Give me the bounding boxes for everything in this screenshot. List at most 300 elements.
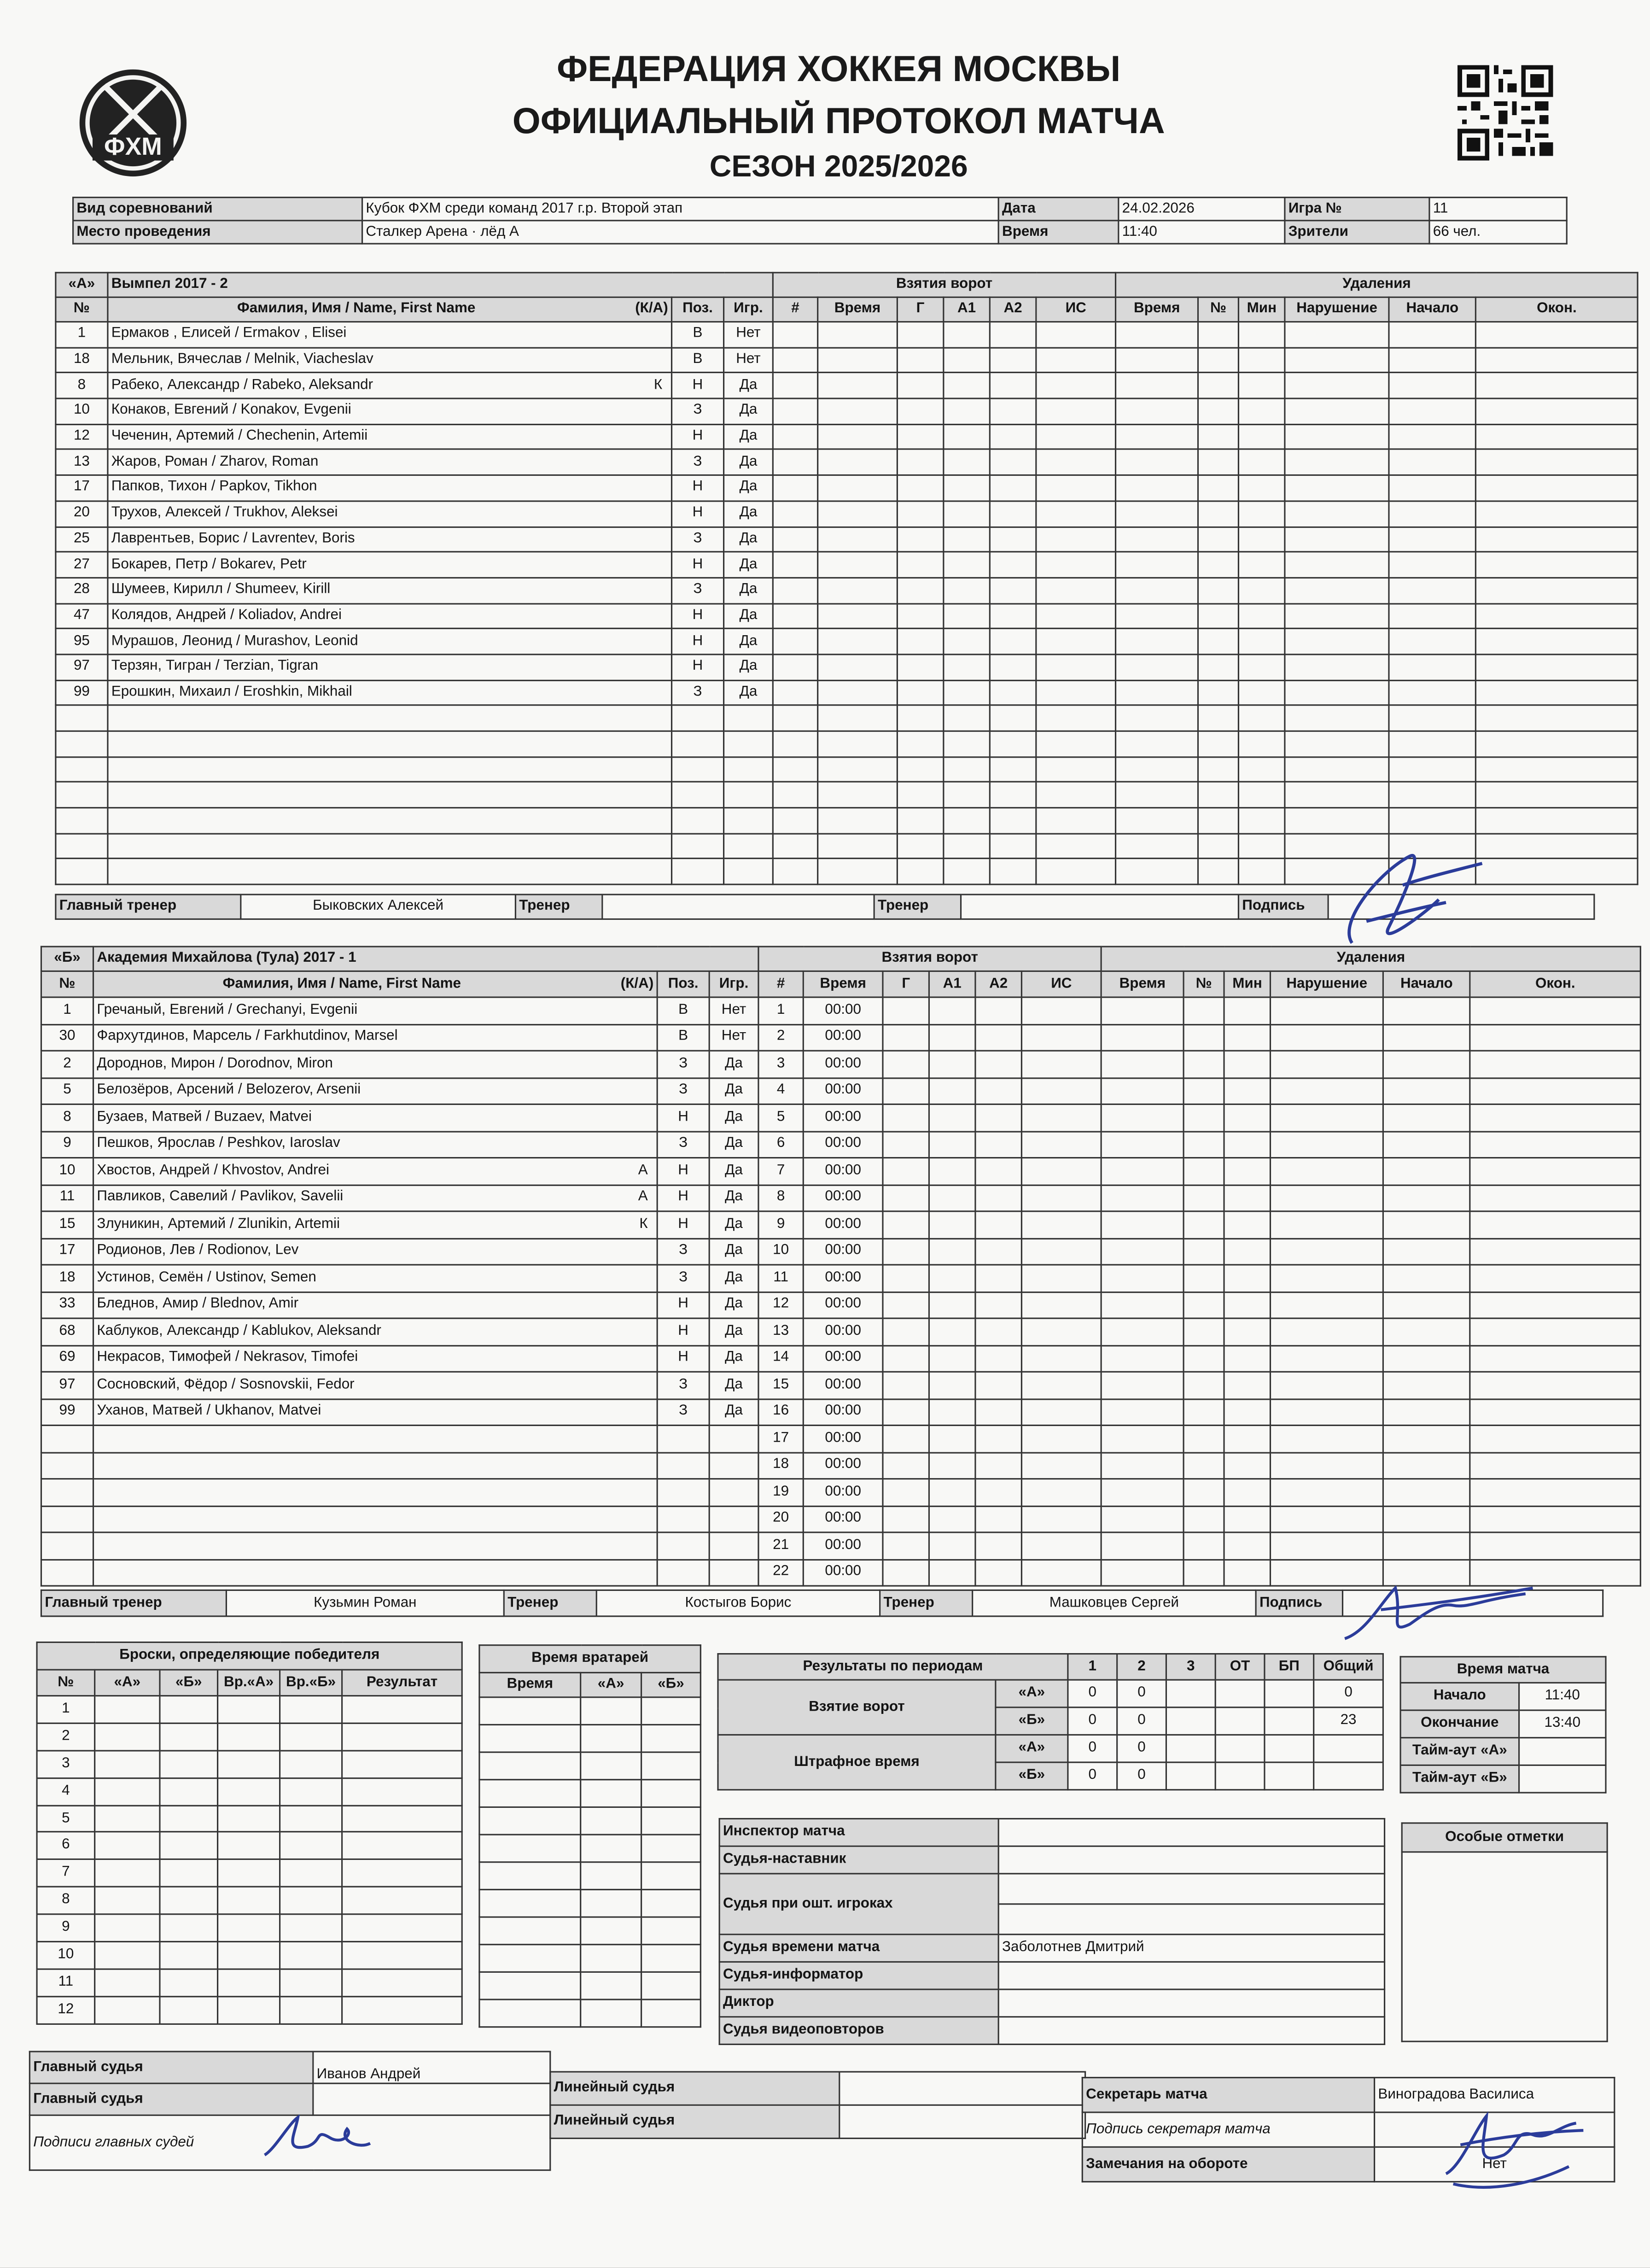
shootout-row-number: 1	[37, 1696, 95, 1723]
team-a-player-row	[56, 475, 1638, 501]
empty-cell	[975, 1345, 1021, 1372]
empty-cell	[1476, 450, 1638, 475]
shootout-row	[37, 1778, 462, 1805]
player-played	[709, 1559, 758, 1586]
empty-cell	[280, 1832, 342, 1859]
goals-a-p2: 0	[1117, 1680, 1166, 1707]
shootout-col-5: Результат	[342, 1670, 462, 1696]
empty-cell	[1198, 731, 1239, 757]
empty-cell	[883, 1211, 929, 1238]
empty-cell	[1036, 398, 1116, 424]
empty-cell	[581, 1835, 641, 1862]
player-position: Н	[672, 629, 724, 655]
team-a-player-row	[56, 578, 1638, 603]
goal-number	[773, 322, 817, 348]
empty-cell	[929, 1077, 975, 1104]
shootout-row	[37, 1696, 462, 1723]
goal-number: 17	[758, 1425, 803, 1452]
team-b-sign-label: Подпись	[1256, 1590, 1342, 1616]
empty-cell	[975, 1452, 1021, 1479]
penalties-title-b: Удаления	[1101, 947, 1640, 971]
empty-cell	[160, 1996, 218, 2023]
empty-cell	[990, 526, 1036, 552]
empty-cell	[581, 1807, 641, 1835]
empty-cell	[641, 1862, 701, 1890]
empty-cell	[95, 1860, 160, 1887]
goal-number: 7	[758, 1158, 803, 1185]
player-name	[93, 1452, 658, 1479]
player-name	[93, 1506, 658, 1532]
shootout-row	[37, 1723, 462, 1750]
player-position: З	[657, 1077, 709, 1104]
team-b-player-row	[41, 1158, 1640, 1185]
player-name	[108, 808, 672, 834]
empty-cell	[990, 501, 1036, 526]
empty-cell	[1271, 1265, 1383, 1292]
empty-cell	[342, 1860, 462, 1887]
announcer-value	[998, 1989, 1384, 2017]
player-position: З	[672, 450, 724, 475]
player-played: Да	[724, 603, 773, 629]
empty-cell	[1383, 1185, 1470, 1211]
empty-cell	[975, 1318, 1021, 1345]
penalties-title: Удаления	[1116, 273, 1638, 297]
empty-cell	[990, 629, 1036, 655]
goal-number: 2	[758, 1024, 803, 1051]
empty-cell	[1285, 731, 1389, 757]
empty-cell	[218, 1750, 280, 1777]
place-label: Место проведения	[73, 221, 362, 244]
goal-number	[773, 347, 817, 373]
goal-time: 00:00	[803, 1131, 883, 1157]
player-number: 47	[56, 603, 108, 629]
col-igr: Игр.	[709, 971, 758, 998]
goals-a-ot	[1215, 1680, 1265, 1707]
empty-cell	[1476, 706, 1638, 731]
player-position: Н	[672, 552, 724, 578]
empty-cell	[1271, 1452, 1383, 1479]
team-b-coach-signature	[1338, 1573, 1540, 1648]
player-position: В	[672, 322, 724, 348]
player-played	[709, 1452, 758, 1479]
empty-cell	[1116, 731, 1198, 757]
goal-time	[818, 347, 898, 373]
empty-cell	[975, 1425, 1021, 1452]
head-ref1-label: Главный судья	[29, 2052, 313, 2083]
team-b-player-row	[41, 1345, 1640, 1372]
empty-cell	[1271, 1158, 1383, 1185]
goal-time: 00:00	[803, 1506, 883, 1532]
goal-time: 00:00	[803, 1211, 883, 1238]
captain-mark: А	[638, 1162, 648, 1179]
empty-cell	[1383, 1452, 1470, 1479]
empty-cell	[1198, 833, 1239, 859]
team-a-player-row	[56, 706, 1638, 731]
empty-cell	[1036, 782, 1116, 808]
empty-cell	[929, 1479, 975, 1506]
empty-cell	[1271, 1211, 1383, 1238]
empty-cell	[218, 1887, 280, 1914]
empty-cell	[883, 1051, 929, 1077]
empty-cell	[944, 450, 990, 475]
shootout-col-1: «А»	[95, 1670, 160, 1696]
player-position	[657, 1559, 709, 1586]
period-col-1: 1	[1068, 1654, 1117, 1680]
empty-cell	[1198, 552, 1239, 578]
empty-cell	[1184, 1452, 1224, 1479]
player-position: З	[657, 1265, 709, 1292]
penalty-judge-label: Судья при ошт. игроках	[719, 1874, 998, 1935]
col-hash: #	[758, 971, 803, 998]
player-played: Да	[709, 1318, 758, 1345]
empty-cell	[975, 1479, 1021, 1506]
empty-cell	[1389, 757, 1475, 783]
federation-title: ФЕДЕРАЦИЯ ХОККЕЯ МОСКВЫ	[557, 49, 1121, 90]
empty-cell	[1224, 1104, 1270, 1131]
empty-cell	[944, 475, 990, 501]
empty-cell	[1285, 526, 1389, 552]
empty-cell	[897, 450, 943, 475]
player-number	[56, 706, 108, 731]
player-name: К Рабеко, Александр / Rabeko, Aleksandr	[108, 373, 672, 399]
player-name: Шумеев, Кирилл / Shumeev, Kirill	[108, 578, 672, 603]
team-a-coach-label: Тренер	[515, 894, 602, 919]
goal-time: 00:00	[803, 1345, 883, 1372]
empty-cell	[1285, 398, 1389, 424]
goalie-row	[479, 1697, 700, 1725]
player-name	[108, 782, 672, 808]
empty-cell	[1470, 1345, 1641, 1372]
empty-cell	[1036, 475, 1116, 501]
empty-cell	[1021, 1211, 1101, 1238]
empty-cell	[1021, 1265, 1101, 1292]
empty-cell	[1224, 1131, 1270, 1157]
player-position: Н	[657, 1158, 709, 1185]
goal-time	[818, 475, 898, 501]
periods-title: Результаты по периодам	[718, 1654, 1068, 1680]
empty-cell	[1285, 578, 1389, 603]
empty-cell	[929, 1452, 975, 1479]
col-end: Окон.	[1470, 971, 1641, 998]
goal-time	[818, 526, 898, 552]
player-position: З	[672, 398, 724, 424]
shootout-row-number: 2	[37, 1723, 95, 1750]
empty-cell	[1239, 655, 1285, 680]
empty-cell	[1239, 603, 1285, 629]
game-value: 11	[1429, 198, 1567, 221]
player-position	[657, 1532, 709, 1559]
empty-cell	[1389, 655, 1475, 680]
empty-cell	[1101, 1506, 1184, 1532]
empty-cell	[1389, 450, 1475, 475]
empty-cell	[95, 1832, 160, 1859]
empty-cell	[1116, 833, 1198, 859]
empty-cell	[1184, 997, 1224, 1024]
empty-cell	[929, 1158, 975, 1185]
empty-cell	[1470, 1131, 1641, 1157]
empty-cell	[479, 1724, 581, 1752]
player-played: Да	[724, 475, 773, 501]
col-pen-time: Время	[1101, 971, 1184, 998]
empty-cell	[1101, 1265, 1184, 1292]
empty-cell	[1224, 1479, 1270, 1506]
empty-cell	[990, 731, 1036, 757]
empty-cell	[1271, 1051, 1383, 1077]
player-name	[108, 833, 672, 859]
player-position	[672, 782, 724, 808]
empty-cell	[280, 1778, 342, 1805]
team-a-player-row	[56, 373, 1638, 399]
empty-cell	[1224, 1024, 1270, 1051]
special-notes-table	[1401, 1822, 1608, 2042]
empty-cell	[1036, 552, 1116, 578]
empty-cell	[1389, 680, 1475, 706]
empty-cell	[1101, 1318, 1184, 1345]
player-name: Конаков, Евгений / Konakov, Evgenii	[108, 398, 672, 424]
player-number	[41, 1479, 93, 1506]
empty-cell	[1271, 1292, 1383, 1318]
goals-a-p3	[1166, 1680, 1215, 1707]
empty-cell	[1021, 1238, 1101, 1265]
shootout-row-number: 4	[37, 1778, 95, 1805]
empty-cell	[1116, 526, 1198, 552]
remarks-value: Нет	[1375, 2147, 1615, 2181]
player-name: Сосновский, Фёдор / Sosnovskii, Fedor	[93, 1372, 658, 1398]
empty-cell	[342, 1941, 462, 1969]
goal-time: 00:00	[803, 1051, 883, 1077]
empty-cell	[1476, 808, 1638, 834]
shootout-row-number: 6	[37, 1832, 95, 1859]
empty-cell	[1239, 757, 1285, 783]
goal-time: 00:00	[803, 1452, 883, 1479]
empty-cell	[897, 373, 943, 399]
empty-cell	[897, 501, 943, 526]
team-b-letter: «Б»	[41, 947, 93, 971]
spectators-label: Зрители	[1285, 221, 1429, 244]
shootout-row-number: 12	[37, 1996, 95, 2023]
goal-time	[818, 833, 898, 859]
empty-cell	[479, 1862, 581, 1890]
empty-cell	[641, 1752, 701, 1780]
empty-cell	[975, 997, 1021, 1024]
empty-cell	[1021, 1185, 1101, 1211]
empty-cell	[1184, 1104, 1224, 1131]
empty-cell	[160, 1778, 218, 1805]
col-is: ИС	[1036, 297, 1116, 321]
player-position: З	[657, 1051, 709, 1077]
empty-cell	[581, 1862, 641, 1890]
empty-cell	[897, 655, 943, 680]
goal-time: 00:00	[803, 1185, 883, 1211]
empty-cell	[1224, 1238, 1270, 1265]
empty-cell	[1198, 757, 1239, 783]
player-number: 18	[41, 1265, 93, 1292]
empty-cell	[1101, 1372, 1184, 1398]
empty-cell	[342, 1914, 462, 1941]
empty-cell	[581, 1889, 641, 1917]
col-a2: А2	[975, 971, 1021, 998]
empty-cell	[975, 1104, 1021, 1131]
empty-cell	[1198, 859, 1239, 885]
team-b-roster-table	[41, 946, 1641, 1587]
empty-cell	[1285, 322, 1389, 348]
col-time: Время	[803, 971, 883, 998]
empty-cell	[1389, 526, 1475, 552]
timeout-a-value	[1519, 1738, 1606, 1765]
player-name: Папков, Тихон / Papkov, Tikhon	[108, 475, 672, 501]
player-played: Нет	[709, 1024, 758, 1051]
empty-cell	[1285, 706, 1389, 731]
empty-cell	[990, 552, 1036, 578]
empty-cell	[897, 731, 943, 757]
empty-cell	[1021, 1506, 1101, 1532]
player-played: Да	[724, 398, 773, 424]
empty-cell	[1476, 578, 1638, 603]
goal-number: 20	[758, 1506, 803, 1532]
timeout-b-label: Тайм-аут «Б»	[1400, 1765, 1519, 1793]
empty-cell	[280, 1750, 342, 1777]
empty-cell	[1470, 1318, 1641, 1345]
goal-time: 00:00	[803, 1532, 883, 1559]
empty-cell	[1476, 552, 1638, 578]
player-played: Да	[724, 578, 773, 603]
empty-cell	[1021, 997, 1101, 1024]
player-number: 9	[41, 1131, 93, 1157]
goal-number	[773, 603, 817, 629]
goalie-row	[479, 1724, 700, 1752]
empty-cell	[479, 1780, 581, 1807]
empty-cell	[883, 1559, 929, 1586]
informer-label: Судья-информатор	[719, 1962, 998, 1989]
goal-number	[773, 808, 817, 834]
player-played	[724, 833, 773, 859]
player-played: Да	[709, 1131, 758, 1157]
goals-b-ot	[1215, 1707, 1265, 1735]
player-played: Да	[724, 526, 773, 552]
empty-cell	[883, 1185, 929, 1211]
team-b-player-row	[41, 1077, 1640, 1104]
player-played: Да	[709, 1372, 758, 1398]
empty-cell	[1383, 1425, 1470, 1452]
empty-cell	[897, 782, 943, 808]
goalie-row	[479, 1752, 700, 1780]
empty-cell	[944, 680, 990, 706]
mentor-label: Судья-наставник	[719, 1846, 998, 1874]
empty-cell	[1036, 655, 1116, 680]
team-b-coach-label: Тренер	[504, 1590, 596, 1616]
shootout-row-number: 5	[37, 1805, 95, 1832]
player-number: 97	[56, 655, 108, 680]
goal-number: 1	[758, 997, 803, 1024]
empty-cell	[342, 1996, 462, 2023]
secretary-sign-label: Подпись секретаря матча	[1082, 2112, 1374, 2147]
empty-cell	[929, 1024, 975, 1051]
player-number	[56, 782, 108, 808]
shootout-row-number: 8	[37, 1887, 95, 1914]
goal-number: 21	[758, 1532, 803, 1559]
empty-cell	[1224, 1318, 1270, 1345]
secretary-value: Виноградова Василиса	[1375, 2078, 1615, 2112]
player-played: Да	[709, 1345, 758, 1372]
shootout-row	[37, 1750, 462, 1777]
empty-cell	[1021, 1559, 1101, 1586]
empty-cell	[1101, 1211, 1184, 1238]
empty-cell	[160, 1696, 218, 1723]
player-position: Н	[657, 1185, 709, 1211]
penalty-judge-value-1	[998, 1874, 1384, 1904]
player-played: Нет	[724, 347, 773, 373]
empty-cell	[1389, 501, 1475, 526]
team-a-player-row	[56, 450, 1638, 475]
empty-cell	[1184, 1238, 1224, 1265]
empty-cell	[1271, 1024, 1383, 1051]
player-played: Да	[724, 552, 773, 578]
player-played: Да	[724, 450, 773, 475]
empty-cell	[1271, 1077, 1383, 1104]
empty-cell	[1285, 501, 1389, 526]
pen-a-p2: 0	[1117, 1735, 1166, 1762]
empty-cell	[160, 1805, 218, 1832]
empty-cell	[1285, 450, 1389, 475]
period-col-total: Общий	[1314, 1654, 1383, 1680]
empty-cell	[1021, 1158, 1101, 1185]
team-a-name: Вымпел 2017 - 2	[108, 273, 773, 297]
ref-sign-label: Подписи главных судей	[29, 2115, 550, 2170]
empty-cell	[342, 1887, 462, 1914]
empty-cell	[1383, 1104, 1470, 1131]
empty-cell	[1476, 731, 1638, 757]
date-value: 24.02.2026	[1119, 198, 1285, 221]
empty-cell	[1383, 1024, 1470, 1051]
goal-number: 6	[758, 1131, 803, 1157]
empty-cell	[95, 1914, 160, 1941]
special-notes-title: Особые отметки	[1402, 1823, 1607, 1852]
empty-cell	[1101, 1238, 1184, 1265]
empty-cell	[1224, 1051, 1270, 1077]
empty-cell	[342, 1750, 462, 1777]
goals-b-total: 23	[1314, 1707, 1383, 1735]
empty-cell	[1116, 424, 1198, 450]
player-position: Н	[672, 373, 724, 399]
player-position	[672, 706, 724, 731]
empty-cell	[1285, 655, 1389, 680]
empty-cell	[1224, 1398, 1270, 1425]
empty-cell	[1198, 655, 1239, 680]
empty-cell	[883, 1372, 929, 1398]
team-b-col-header	[41, 971, 1640, 998]
empty-cell	[897, 859, 943, 885]
player-number: 13	[56, 450, 108, 475]
empty-cell	[1198, 373, 1239, 399]
player-number: 11	[41, 1185, 93, 1211]
player-number: 33	[41, 1292, 93, 1318]
empty-cell	[944, 501, 990, 526]
empty-cell	[929, 1292, 975, 1318]
empty-cell	[1383, 1238, 1470, 1265]
season-title: СЕЗОН 2025/2026	[709, 150, 968, 184]
empty-cell	[1224, 1452, 1270, 1479]
empty-cell	[1389, 552, 1475, 578]
empty-cell	[1021, 1398, 1101, 1425]
empty-cell	[897, 706, 943, 731]
team-a-sign-label: Подпись	[1238, 894, 1328, 919]
empty-cell	[883, 1131, 929, 1157]
empty-cell	[929, 1506, 975, 1532]
player-name: А Павликов, Савелий / Pavlikov, Savelii	[93, 1185, 658, 1211]
shootout-row	[37, 1887, 462, 1914]
empty-cell	[1101, 1398, 1184, 1425]
goals-b-p1: 0	[1068, 1707, 1117, 1735]
